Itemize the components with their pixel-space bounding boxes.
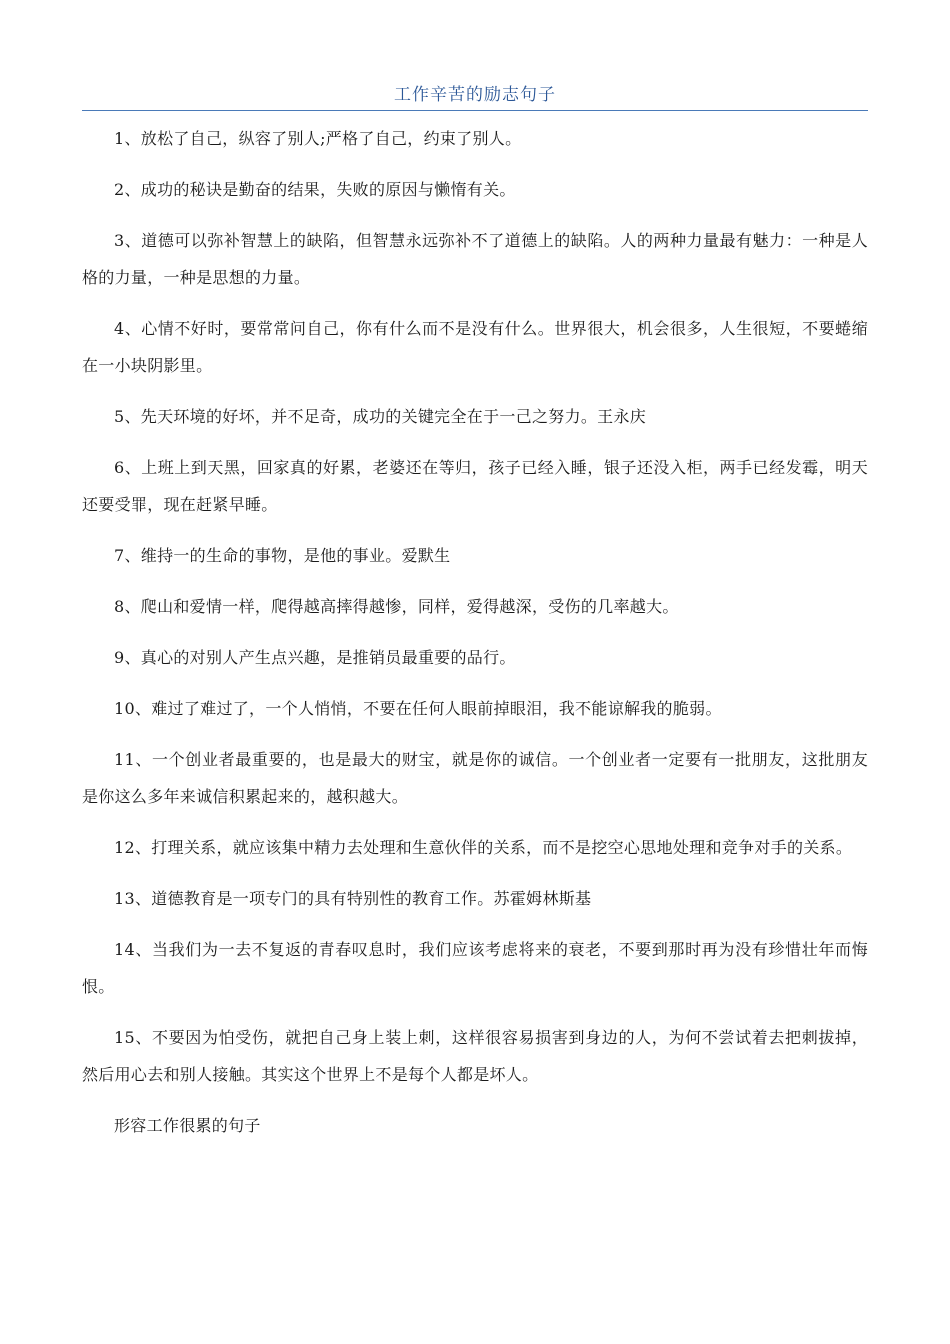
quote-paragraph-11: 11、一个创业者最重要的，也是最大的财宝，就是你的诚信。一个创业者一定要有一批朋友，这批朋友是你这么多年来诚信积累起来的，越积越大。 <box>82 750 868 806</box>
quote-paragraph-4: 4、心情不好时，要常常问自己，你有什么而不是没有什么。世界很大，机会很多，人生很短，不要蜷缩在一小块阴影里。 <box>82 319 868 375</box>
quote-paragraph-6: 6、上班上到天黑，回家真的好累，老婆还在等归，孩子已经入睡，银子还没入柜，两手已经发霉，明天还要受罪，现在赶紧早睡。 <box>82 458 868 514</box>
document-header <box>82 82 868 111</box>
quote-paragraph-7: 7、维持一的生命的事物，是他的事业。爱默生 <box>114 546 451 565</box>
document-title: 工作辛苦的励志句子 <box>394 85 556 105</box>
quote-paragraph-12: 12、打理关系，就应该集中精力去处理和生意伙伴的关系，而不是挖空心思地处理和竞争对手的关系。 <box>114 838 853 857</box>
quote-paragraph-14: 14、当我们为一去不复返的青春叹息时，我们应该考虑将来的衰老，不要到那时再为没有珍惜壮年而悔恨。 <box>82 940 868 996</box>
quote-paragraph-13: 13、道德教育是一项专门的具有特别性的教育工作。苏霍姆林斯基 <box>114 889 592 908</box>
quote-paragraph-8: 8、爬山和爱情一样，爬得越高摔得越惨，同样，爱得越深，受伤的几率越大。 <box>114 597 679 616</box>
section-subheading: 形容工作很累的句子 <box>114 1116 261 1135</box>
quote-paragraph-15: 15、不要因为怕受伤，就把自己身上装上刺，这样很容易损害到身边的人，为何不尝试着去把刺拔掉，然后用心去和别人接触。其实这个世界上不是每个人都是坏人。 <box>82 1028 868 1084</box>
quote-paragraph-10: 10、难过了难过了，一个人悄悄，不要在任何人眼前掉眼泪，我不能谅解我的脆弱。 <box>114 699 722 718</box>
quote-paragraph-1: 1、放松了自己，纵容了别人;严格了自己，约束了别人。 <box>114 129 522 148</box>
quote-paragraph-9: 9、真心的对别人产生点兴趣，是推销员最重要的品行。 <box>114 648 516 667</box>
document-body <box>82 120 868 1158</box>
quote-paragraph-3: 3、道德可以弥补智慧上的缺陷，但智慧永远弥补不了道德上的缺陷。人的两种力量最有魅力：一种是人格的力量，一种是思想的力量。 <box>82 231 868 287</box>
quote-paragraph-2: 2、成功的秘诀是勤奋的结果，失败的原因与懒惰有关。 <box>114 180 516 199</box>
quote-paragraph-5: 5、先天环境的好坏，并不足奇，成功的关键完全在于一己之努力。王永庆 <box>114 407 647 426</box>
